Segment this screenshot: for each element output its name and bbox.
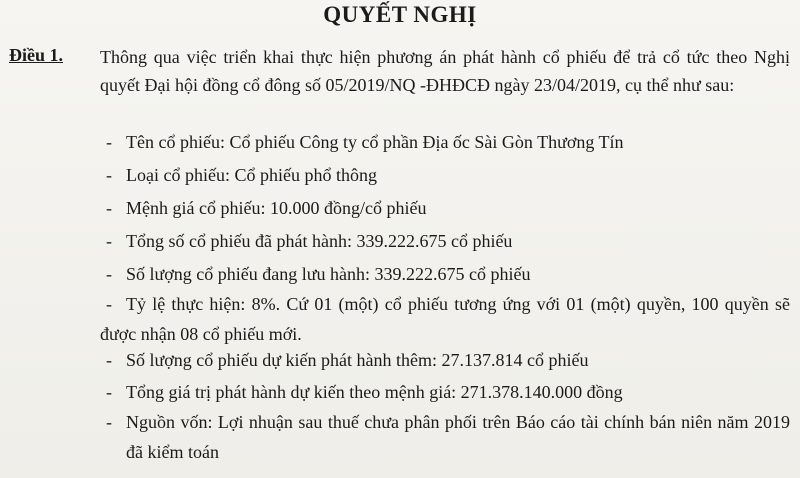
document-title: QUYẾT NGHỊ (323, 2, 477, 27)
list-item-stock-name: Tên cổ phiếu: Cổ phiếu Công ty cổ phần Địa ốc Sài Gòn Thương Tín (126, 132, 624, 152)
bullet-dash: - (106, 165, 112, 185)
list-item-stock-type: Loại cổ phiếu: Cổ phiếu phổ thông (126, 165, 377, 185)
bullet-dash: - (106, 264, 112, 284)
article-intro: Thông qua việc triển khai thực hiện phương án phát hành cổ phiếu để trả cổ tức theo Nghị quyết Đại hội đồng cổ đông số 05/2019/NQ -ĐHĐCĐ ngày 23/04/2019, cụ thể như sau: (100, 47, 790, 95)
bullet-dash: - (106, 294, 112, 314)
bullet-dash: - (106, 132, 112, 152)
article-label: Điều 1. (9, 45, 63, 65)
bullet-dash: - (106, 412, 112, 432)
list-item-par-value: Mệnh giá cổ phiếu: 10.000 đồng/cổ phiếu (126, 198, 427, 218)
bullet-dash: - (106, 350, 112, 370)
list-item-funding-source: Nguồn vốn: Lợi nhuận sau thuế chưa phân phối trên Báo cáo tài chính bán niên năm 2019 đã kiểm toán (126, 412, 790, 462)
bullet-dash: - (106, 382, 112, 402)
list-item-additional-shares: Số lượng cổ phiếu dự kiến phát hành thêm: 27.137.814 cổ phiếu (126, 350, 589, 370)
list-item-outstanding: Số lượng cổ phiếu đang lưu hành: 339.222.675 cổ phiếu (126, 264, 531, 284)
bullet-dash: - (106, 231, 112, 251)
list-item-issue-value: Tổng giá trị phát hành dự kiến theo mệnh giá: 271.378.140.000 đồng (126, 382, 623, 402)
bullet-dash: - (106, 198, 112, 218)
list-item-ratio: Tỷ lệ thực hiện: 8%. Cứ 01 (một) cổ phiếu tương ứng với 01 (một) quyền, 100 quyền sẽ được nhận 08 cổ phiếu mới. (100, 294, 790, 344)
list-item-issued-total: Tổng số cổ phiếu đã phát hành: 339.222.675 cổ phiếu (126, 231, 513, 251)
